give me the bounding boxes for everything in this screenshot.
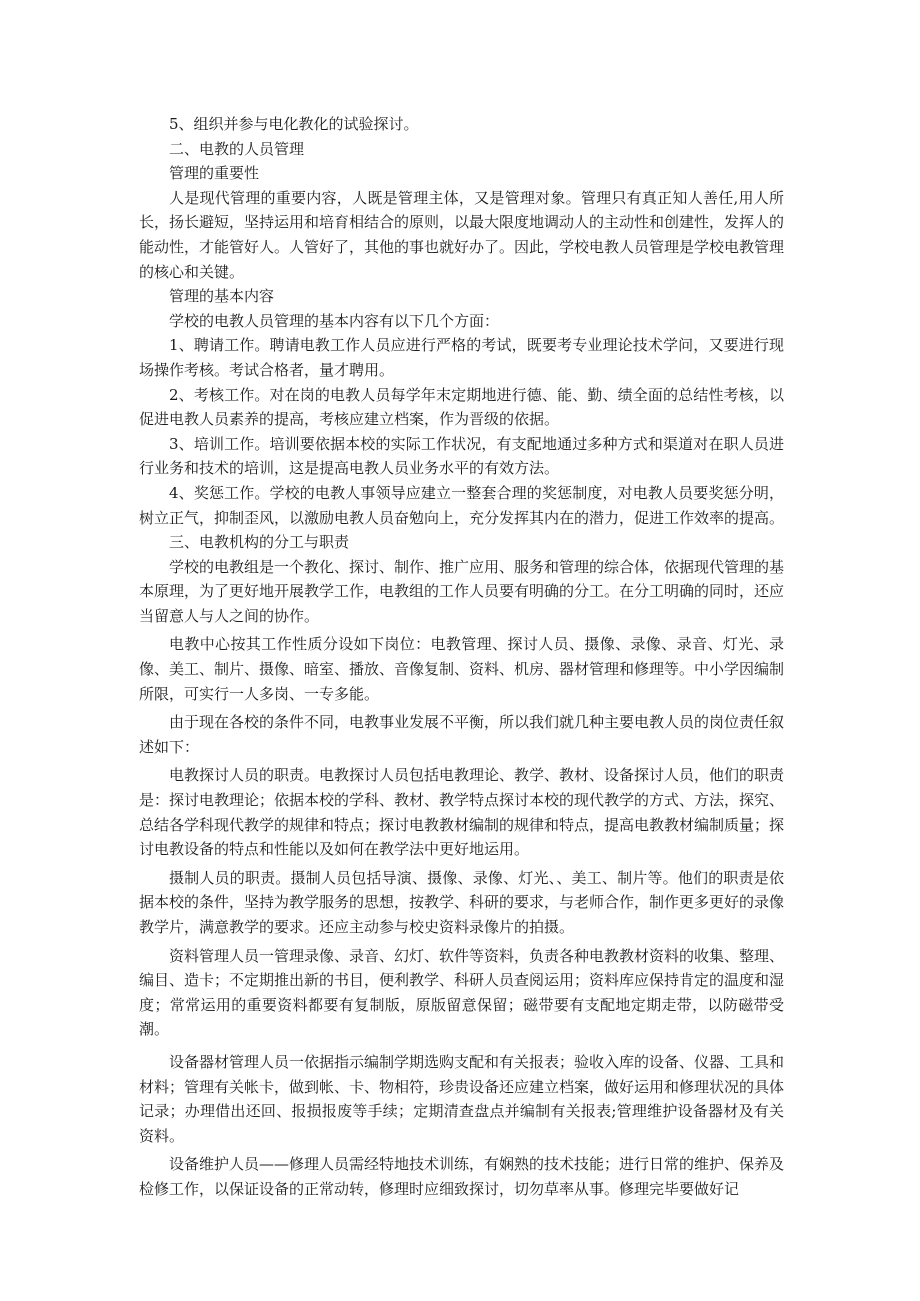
body-paragraph: 电教中心按其工作性质分设如下岗位：电教管理、探讨人员、摄像、录像、录音、灯光、录像、美工、制片、摄像、暗室、播放、音像复制、资料、机房、器材管理和修理等。中小学因编制所限，可实行一人多岗、一专多能。 <box>139 635 785 703</box>
body-paragraph: 资料管理人员一管理录像、录音、幻灯、软件等资料，负责各种电教教材资料的收集、整理、编目、造卡；不定期推出新的书目，便利教学、科研人员查阅运用；资料库应保持肯定的温度和湿度；常常运用的重要资料都要有复制版，原版留意保留；磁带要有支配地定期走带，以防磁带受潮。 <box>139 946 785 1039</box>
body-paragraph: 电教探讨人员的职责。电教探讨人员包括电教理论、教学、教材、设备探讨人员，他们的职责是：探讨电教理论；依据本校的学科、教材、教学特点探讨本校的现代教学的方式、方法，探究、总结各学科现代教学的规律和特点；探讨电教教材编制的规律和特点，提高电教教材编制质量；探讨电教设备的特点和性能以及如何在教学法中更好地运用。 <box>139 766 785 859</box>
body-paragraph: 由于现在各校的条件不同，电教事业发展不平衡，所以我们就几种主要电教人员的岗位责任叙述如下： <box>139 713 785 756</box>
document-page <box>139 112 784 1202</box>
body-paragraph: 设备器材管理人员一依据指示编制学期选购支配和有关报表；验收入库的设备、仪器、工具和材料；管理有关帐卡，做到帐、卡、物相符，珍贵设备还应建立档案，做好运用和修理状况的具体记录；办理借出还回、报损报废等手续；定期清查盘点并编制有关报表;管理维护设备器材及有关资料。 <box>139 1052 785 1145</box>
section-heading: 二、电教的人员管理 <box>169 139 305 158</box>
body-paragraph: 人是现代管理的重要内容，人既是管理主体，又是管理对象。管理只有真正知人善任,用人所长，扬长避短，坚持运用和培育相结合的原则，以最大限度地调动人的主动性和创建性，发挥人的能动性，才能管好人。人管好了，其他的事也就好办了。因此，学校电教人员管理是学校电教管理的核心和关键。 <box>139 188 785 281</box>
body-paragraph: 摄制人员的职责。摄制人员包括导演、摄像、录像、灯光、、美工、制片等。他们的职责是依据本校的条件，坚持为教学服务的思想，按教学、科研的要求，与老师合作，制作更多更好的录像教学片，满意教学的要求。还应主动参与校史资料录像片的拍摄。 <box>139 868 785 936</box>
body-paragraph: 学校的电教组是一个教化、探讨、制作、推广应用、服务和管理的综合体，依据现代管理的基本原理，为了更好地开展教学工作，电教组的工作人员要有明确的分工。在分工明确的同时，还应当留意人与人之间的协作。 <box>139 557 785 625</box>
numbered-item: 1、聘请工作。聘请电教工作人员应进行严格的考试，既要考专业理论技术学问，又要进行现场操作考核。考试合格者，量才聘用。 <box>139 336 784 379</box>
numbered-item: 4、奖惩工作。学校的电教人事领导应建立一整套合理的奖惩制度，对电教人员要奖惩分明，树立正气，抑制歪风，以激励电教人员奋勉向上，充分发挥其内在的潜力，促进工作效率的提高。 <box>139 483 785 527</box>
numbered-item: 3、培训工作。培训要依据本校的实际工作状况，有支配地通过多种方式和渠道对在职人员进行业务和技术的培训，这是提高电教人员业务水平的有效方法。 <box>139 434 784 478</box>
subsection-heading: 管理的基本内容 <box>169 287 275 306</box>
body-paragraph: 设备维护人员——修理人员需经特地技术训练，有娴熟的技术技能；进行日常的维护、保养及检修工作，以保证设备的正常动转，修理时应细致探讨，切勿草率从事。修理完毕要做好记 <box>139 1155 785 1198</box>
numbered-item: 5、组织并参与电化教化的试验探讨。 <box>169 115 419 133</box>
subsection-heading: 管理的重要性 <box>169 164 260 183</box>
body-paragraph: 学校的电教人员管理的基本内容有以下几个方面： <box>169 311 500 330</box>
section-heading: 三、电教机构的分工与职责 <box>169 533 350 552</box>
numbered-item: 2、考核工作。对在岗的电教人员每学年末定期地进行德、能、勤、绩全面的总结性考核，以促进电教人员素养的提高，考核应建立档案，作为晋级的依据。 <box>139 385 784 429</box>
